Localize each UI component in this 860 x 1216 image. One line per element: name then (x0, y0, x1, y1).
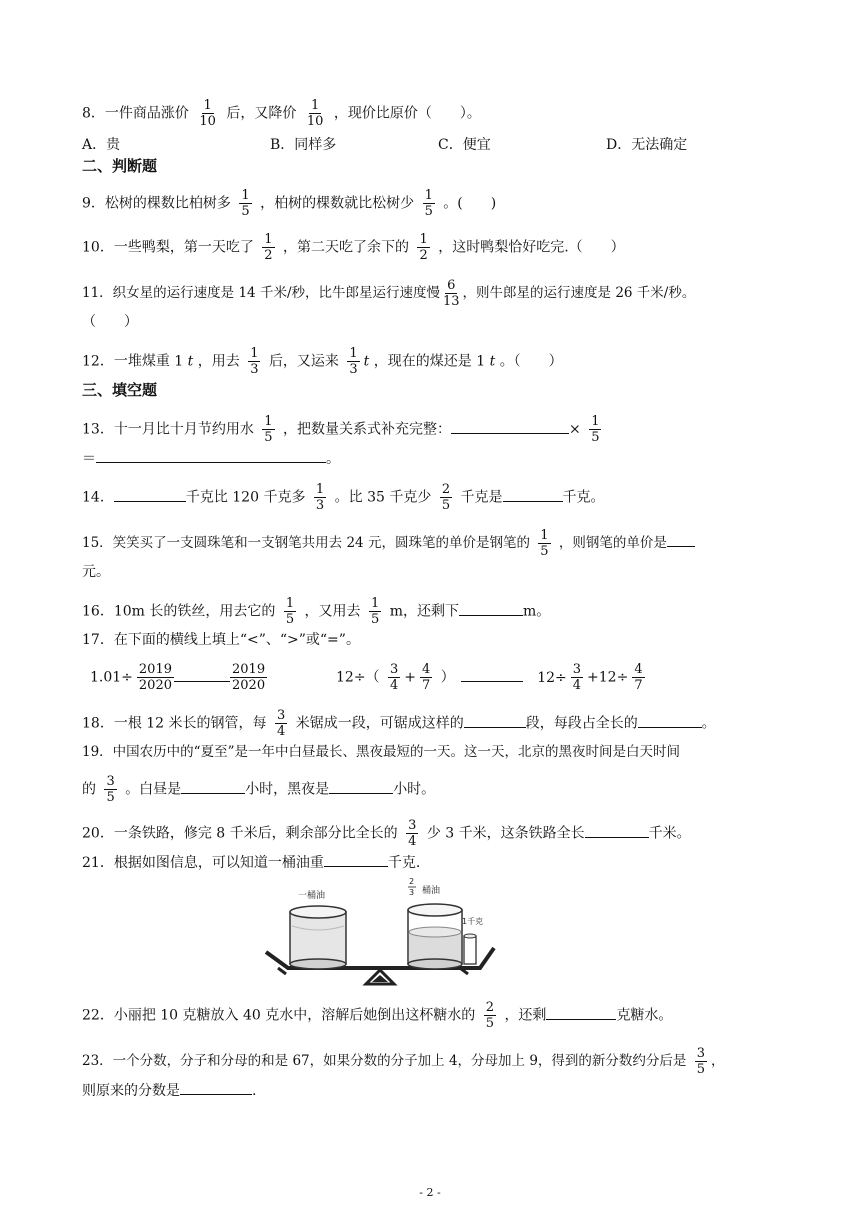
fraction: $\frac{1}{10}$ (306, 98, 324, 129)
answer-blank[interactable] (667, 532, 695, 547)
question-9: 9．松树的棵数比柏树多 $\frac{1}{5}$ ，柏树的棵数就比松树少 $\frac{1}{5}$ 。( ) (82, 188, 497, 219)
fraction: $\frac{3}{4}$ (390, 662, 399, 693)
answer-blank[interactable] (459, 601, 523, 616)
answer-blank[interactable] (585, 823, 649, 838)
fraction: $\frac{1}{3}$ (250, 346, 259, 377)
fraction: $\frac{2}{5}$ (441, 482, 451, 513)
option-b: B．同样多 (270, 137, 337, 153)
question-17-expression-2: 12÷（ $\frac{3}{4}$ + $\frac{4}{7}$ ） 12÷ $\frac{3}{4}$ +12÷ $\frac{4}{7}$ (336, 662, 643, 693)
svg-text:3: 3 (409, 888, 415, 897)
question-22: 22．小丽把 10 克糖放入 40 克水中，溶解后她倒出这杯糖水的 $\frac{2}{5}$ ，还剩 克糖水。 (82, 1000, 673, 1031)
question-13: 13．十一月比十月节约用水 $\frac{1}{5}$ ，把数量关系式补充完整： × $\frac{1}{5}$ (82, 414, 600, 445)
question-17: 17．在下面的横线上填上“<”、“>”或“=”。 (82, 632, 360, 648)
question-11: 11．织女星的运行速度是 14 千米/秒，比牛郎星运行速度慢 $\frac{6}{13}$ ，则牛郎星的运行速度是 26 千米/秒。 (82, 278, 696, 309)
fraction: $\frac{3}{5}$ (106, 774, 115, 805)
answer-blank[interactable] (96, 448, 326, 463)
fraction: $\frac{1}{10}$ (199, 98, 216, 129)
question-23: 23．一个分数，分子和分母的和是 67，如果分数的分子加上 4，分母加上 9，得到的新分数约分后是 $\frac{3}{5}$ ， (82, 1046, 725, 1077)
question-8: 8．一件商品涨价 $\frac{1}{10}$ 后，又降价 $\frac{1}{10}$ ，现价比原价（ ）。 (82, 98, 481, 129)
fraction: $\frac{1}{3}$ (315, 482, 325, 513)
fraction: $\frac{3}{4}$ (572, 662, 582, 693)
answer-blank[interactable] (461, 667, 523, 682)
fraction: $\frac{3}{4}$ (408, 818, 417, 849)
answer-blank[interactable] (329, 779, 393, 794)
question-11-answer: （ ） (82, 314, 138, 330)
question-15: 15．笑笑买了一支圆珠笔和一支钢笔共用去 24 元，圆珠笔的单价是钢笔的 $\frac{1}{5}$ ，则钢笔的单价是 (82, 528, 800, 559)
question-20: 20．一条铁路，修完 8 千米后，剩余部分比全长的 $\frac{3}{4}$ 少 3 千米，这条铁路全长 千米。 (82, 818, 691, 849)
partial-oil-bucket (408, 904, 462, 969)
fraction: $\frac{4}{7}$ (634, 662, 643, 693)
fraction: $\frac{1}{5}$ (264, 414, 273, 445)
answer-blank[interactable] (503, 487, 563, 502)
question-15-line2: 元。 (82, 564, 110, 580)
question-23-line2: 则原来的分数是 . (82, 1080, 800, 1101)
answer-blank[interactable] (546, 1005, 616, 1020)
fraction: $\frac{1}{5}$ (371, 596, 380, 627)
full-oil-bucket (290, 906, 346, 969)
fraction: $\frac{1}{2}$ (264, 232, 273, 263)
fraction: $\frac{1}{5}$ (424, 188, 433, 219)
answer-blank[interactable] (464, 713, 526, 728)
question-16: 16．10m 长的铁丝，用去它的 $\frac{1}{5}$ ，又用去 $\frac{1}{5}$ m，还剩下 m。 (82, 596, 551, 627)
label-partial-bucket: 桶油 (422, 886, 441, 896)
page-number: - 2 - (419, 1186, 441, 1199)
question-13-line2: ＝ 。 (82, 448, 800, 469)
answer-blank[interactable] (180, 1080, 252, 1095)
one-kilogram-weight (464, 934, 476, 964)
question-14: 14． 千克比 120 千克多 $\frac{1}{3}$ 。比 35 千克少 $\frac{2}{5}$ 千克是 千克。 (82, 482, 605, 513)
fraction: $\frac{1}{5}$ (241, 188, 250, 219)
fraction: $\frac{1}{2}$ (419, 232, 428, 263)
answer-blank[interactable] (638, 713, 702, 728)
label-one-bucket: 一桶油 (298, 891, 326, 901)
fraction: $\frac{3}{5}$ (696, 1046, 705, 1077)
question-21: 21．根据如图信息，可以知道一桶油重 千克. (82, 852, 800, 873)
fraction: $\frac{2019}{2020}$ (138, 662, 172, 693)
question-17-expression-1: 1.01÷ $\frac{2019}{2020}$ $\frac{2019}{2020}$ (90, 662, 266, 693)
answer-blank[interactable] (324, 852, 388, 867)
answer-blank[interactable] (451, 419, 569, 434)
section-heading-fill-in: 三、填空题 (82, 381, 158, 399)
fraction: $\frac{1}{5}$ (285, 596, 295, 627)
fraction: $\frac{6}{13}$ (443, 278, 460, 309)
answer-blank[interactable] (174, 667, 230, 682)
question-18: 18．一根 12 米长的钢管，每 $\frac{3}{4}$ 米锯成一段，可锯成这样的 段，每段占全长的 。 (82, 708, 716, 739)
answer-blank[interactable] (181, 779, 245, 794)
question-19: 19．中国农历中的“夏至”是一年中白昼最长、黑夜最短的一天。这一天，北京的黑夜时间是白天时间 (82, 744, 680, 760)
fraction: $\frac{2019}{2020}$ (232, 662, 266, 693)
fraction: $\frac{3}{4}$ (276, 708, 286, 739)
question-10: 10．一些鸭梨，第一天吃了 $\frac{1}{2}$ ，第二天吃了余下的 $\frac{1}{2}$ ，这时鸭梨恰好吃完.（ ） (82, 232, 625, 263)
question-19-line2: 的 $\frac{3}{5}$ 。白昼是 小时，黑夜是 小时。 (82, 774, 436, 805)
option-d: D．无法确定 (606, 137, 688, 153)
fraction: $\frac{2}{5}$ (485, 1000, 494, 1031)
fraction: $\frac{1}{5}$ (540, 528, 549, 559)
fraction: $\frac{4}{7}$ (422, 662, 431, 693)
option-a: A．贵 (82, 137, 121, 153)
svg-text:2: 2 (409, 877, 415, 886)
fraction: $\frac{1}{5}$ (591, 414, 600, 445)
option-c: C．便宜 (438, 137, 491, 153)
answer-blank[interactable] (114, 487, 186, 502)
label-weight: 1千克 (462, 917, 484, 926)
question-12: 12．一堆煤重 1 t ，用去 $\frac{1}{3}$ 后，又运来 $\frac{1}{3}$ t ，现在的煤还是 1 t 。（ ） (82, 346, 563, 377)
fraction: $\frac{1}{3}$ (349, 346, 358, 377)
balance-scale-figure (262, 874, 502, 986)
section-heading-judgement: 二、判断题 (82, 157, 158, 175)
